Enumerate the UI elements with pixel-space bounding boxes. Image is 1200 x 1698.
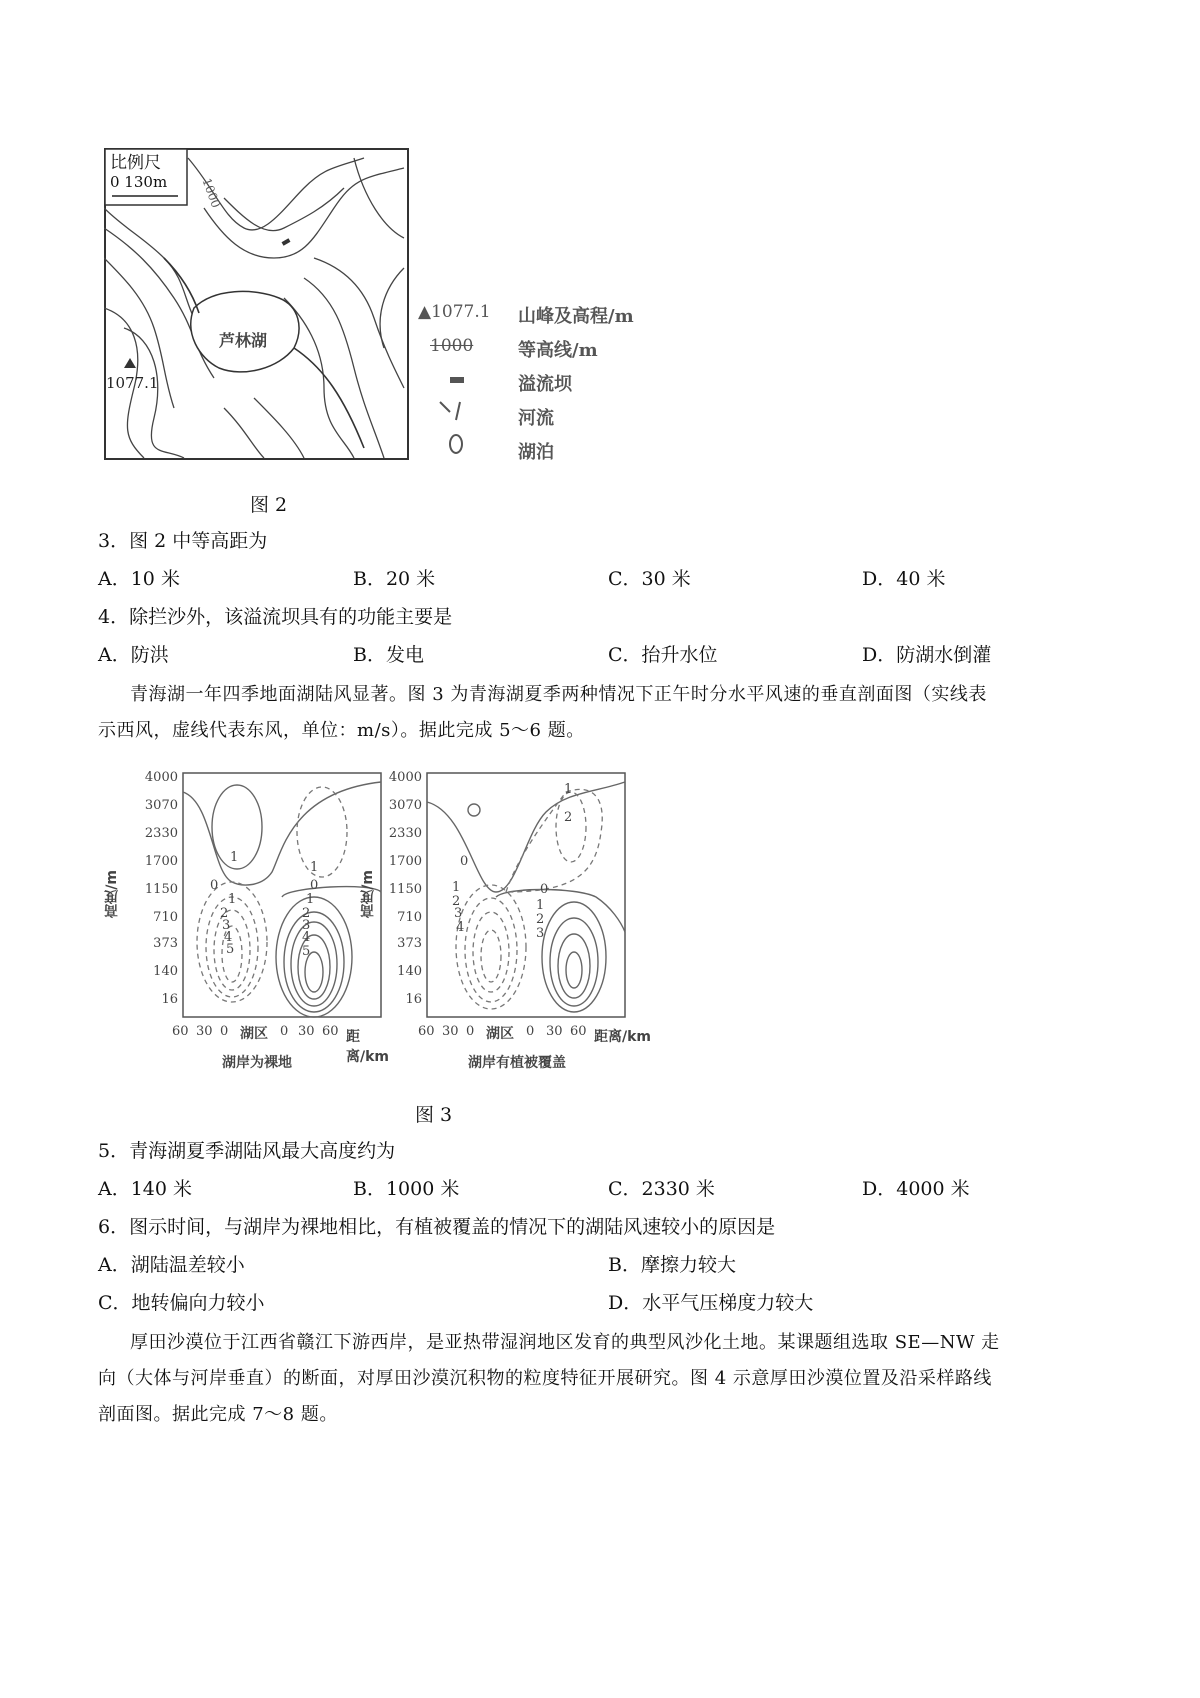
y-tick: 710 [397, 910, 422, 925]
x-tick: 60 [172, 1024, 189, 1039]
contour-label: 0 [210, 878, 219, 893]
q6-option-c: C．地转偏向力较小 [98, 1292, 265, 1314]
x-axis-unit: 距离/km [594, 1029, 652, 1045]
q6-stem: 6．图示时间，与湖岸为裸地相比，有植被覆盖的情况下的湖陆风速较小的原因是 [98, 1216, 776, 1238]
panel-vegetation [360, 770, 710, 1071]
contour-label: 0 [460, 854, 469, 869]
q5-option-d: D．4000 米 [862, 1178, 970, 1200]
legend-lake-text: 湖泊 [518, 442, 554, 463]
peak-elevation-label: 1077.1 [106, 374, 159, 392]
y-tick: 4000 [388, 770, 422, 785]
contour-label: 3 [536, 926, 545, 941]
contour-label: 2 [220, 906, 229, 921]
contour-label: 1 [452, 880, 461, 895]
contour-label: 2 [302, 906, 311, 921]
legend-lake-icon [438, 432, 478, 456]
y-axis-label: 高度/m [360, 870, 376, 918]
y-tick: 2330 [388, 826, 422, 841]
legend-dam-text: 溢流坝 [518, 374, 572, 395]
q6-option-d: D．水平气压梯度力较大 [608, 1292, 814, 1314]
panel1-title: 湖岸为裸地 [222, 1055, 292, 1071]
x-axis-unit: 距离/km [346, 1029, 390, 1065]
panel1-plot [182, 772, 382, 1018]
x-tick: 30 [298, 1024, 315, 1039]
x-tick: 60 [322, 1024, 339, 1039]
q3-option-c: C．30 米 [608, 568, 691, 590]
figure-2-caption: 图 2 [250, 494, 288, 516]
figure-2 [104, 148, 409, 460]
x-tick-lake-zone: 湖区 [240, 1026, 268, 1042]
legend-river-icon [438, 398, 478, 422]
y-tick: 710 [153, 910, 178, 925]
intro-q5-6-line2: 示西风，虚线代表东风，单位：m/s）。据此完成 5～6 题。 [98, 720, 585, 741]
x-tick: 0 [280, 1024, 289, 1039]
y-tick: 16 [161, 992, 178, 1007]
contour-label: 1 [230, 850, 239, 865]
x-tick: 0 [466, 1024, 475, 1039]
intro-q7-8-line3: 剖面图。据此完成 7～8 题。 [98, 1404, 338, 1425]
legend-river-text: 河流 [518, 408, 554, 429]
y-tick: 1150 [388, 882, 422, 897]
legend-peak-text: 山峰及高程/m [518, 306, 634, 327]
q6-option-a: A．湖陆温差较小 [98, 1254, 245, 1276]
contour-label: 4 [224, 930, 233, 945]
q6-option-b: B．摩擦力较大 [608, 1254, 736, 1276]
topographic-map [104, 148, 409, 460]
panel-bare-ground [104, 770, 390, 1071]
contour-label: 3 [454, 906, 463, 921]
legend-contour-symbol: 1000 [430, 336, 474, 356]
q5-option-a: A．140 米 [98, 1178, 193, 1200]
scale-value: 0 130m [110, 173, 168, 191]
q4-option-c: C．抬升水位 [608, 644, 718, 666]
contour-label: 5 [302, 944, 311, 959]
contour-label: 1 [536, 898, 545, 913]
q3-option-b: B．20 米 [353, 568, 436, 590]
q3-stem: 3．图 2 中等高距为 [98, 530, 268, 552]
x-tick: 60 [570, 1024, 587, 1039]
y-tick: 373 [153, 936, 178, 951]
contour-label: 4 [302, 930, 311, 945]
legend-dam-icon [450, 377, 464, 383]
intro-q5-6-line1: 青海湖一年四季地面湖陆风显著。图 3 为青海湖夏季两种情况下正午时分水平风速的垂直剖面图（实线表 [130, 684, 987, 705]
intro-q7-8-line1: 厚田沙漠位于江西省赣江下游西岸，是亚热带湿润地区发育的典型风沙化土地。某课题组选取 SE—NW 走 [130, 1332, 1000, 1353]
lake-label: 芦林湖 [219, 331, 268, 350]
figure-3-caption: 图 3 [415, 1104, 453, 1126]
contour-value-label: 1000 [199, 176, 224, 210]
contour-label: 3 [302, 918, 311, 933]
contour-label: 2 [452, 894, 461, 909]
q4-option-a: A．防洪 [98, 644, 169, 666]
y-tick: 140 [397, 964, 422, 979]
q4-option-d: D．防湖水倒灌 [862, 644, 992, 666]
x-tick: 60 [418, 1024, 435, 1039]
y-tick: 1700 [144, 854, 178, 869]
x-tick-lake-zone: 湖区 [486, 1026, 514, 1042]
contour-label: 3 [222, 918, 231, 933]
x-tick: 0 [526, 1024, 535, 1039]
intro-q7-8-line2: 向（大体与河岸垂直）的断面，对厚田沙漠沉积物的粒度特征开展研究。图 4 示意厚田沙漠位置及沿采样路线 [98, 1368, 992, 1389]
contour-label: 1 [564, 782, 573, 797]
contour-label: 1 [228, 892, 237, 907]
y-tick: 4000 [144, 770, 178, 785]
contour-label: 2 [564, 810, 573, 825]
x-tick: 30 [546, 1024, 563, 1039]
y-tick: 2330 [144, 826, 178, 841]
y-tick: 373 [397, 936, 422, 951]
y-tick: 16 [405, 992, 422, 1007]
contour-label: 2 [536, 912, 545, 927]
y-tick: 1700 [388, 854, 422, 869]
figure-3 [104, 770, 710, 1080]
contour-label: 0 [310, 878, 319, 893]
y-tick: 3070 [388, 798, 422, 813]
scale-label: 比例尺 [110, 153, 161, 173]
q5-option-c: C．2330 米 [608, 1178, 715, 1200]
contour-label: 1 [310, 860, 319, 875]
x-tick: 0 [220, 1024, 229, 1039]
y-tick: 1150 [144, 882, 178, 897]
q4-stem: 4．除拦沙外，该溢流坝具有的功能主要是 [98, 606, 453, 628]
q5-option-b: B．1000 米 [353, 1178, 460, 1200]
q3-option-d: D．40 米 [862, 568, 946, 590]
panel2-title: 湖岸有植被覆盖 [468, 1055, 566, 1071]
contour-label: 0 [540, 882, 549, 897]
q5-stem: 5．青海湖夏季湖陆风最大高度约为 [98, 1140, 396, 1162]
y-tick: 140 [153, 964, 178, 979]
x-tick: 30 [196, 1024, 213, 1039]
legend-peak-symbol: ▲1077.1 [418, 302, 491, 322]
contour-label: 4 [456, 920, 465, 935]
y-tick: 3070 [144, 798, 178, 813]
y-axis-label: 高度/m [104, 870, 120, 918]
figure-2-legend [418, 300, 658, 470]
q3-option-a: A．10 米 [98, 568, 180, 590]
x-tick: 30 [442, 1024, 459, 1039]
contour-label: 5 [226, 942, 235, 957]
legend-contour-text: 等高线/m [518, 340, 598, 361]
q4-option-b: B．发电 [353, 644, 424, 666]
contour-label: 1 [306, 892, 315, 907]
